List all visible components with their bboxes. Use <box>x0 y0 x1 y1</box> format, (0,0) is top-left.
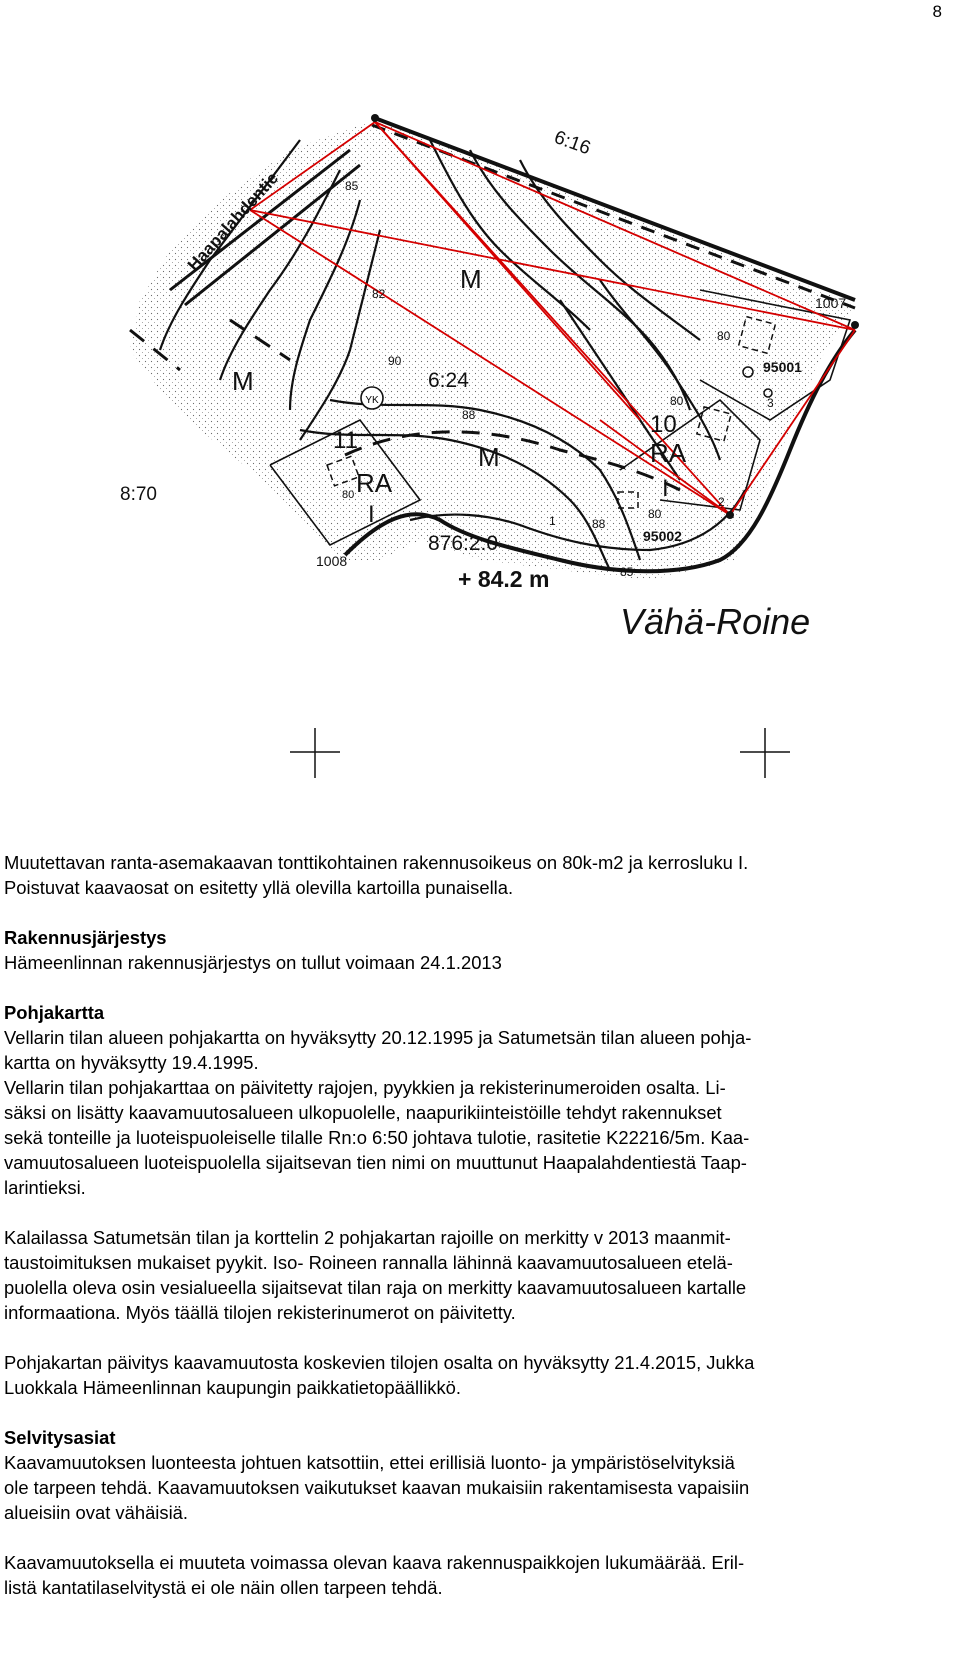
zone-label-m3: M <box>478 442 500 472</box>
register-95002: 95002 <box>643 528 682 544</box>
contour-88: 88 <box>462 408 476 422</box>
zone-label-ra-left: RA <box>356 468 393 498</box>
contour-90: 90 <box>388 354 402 368</box>
para-6-line-1: Kaavamuutoksen luonteesta johtuen katsottiin, ettei erillisiä luonto- ja ympäristöselvityksiä <box>4 1452 735 1473</box>
heading-rakennusjarjestys: Rakennusjärjestys <box>4 927 167 948</box>
para-4-line-3: puolella oleva osin vesialueella sijaitsevat tilan raja on merkitty kaavamuutosalueen kartalle <box>4 1277 747 1298</box>
contour-85a: 85 <box>345 179 359 193</box>
contour-88b: 88 <box>592 517 606 531</box>
contour-80c: 80 <box>342 489 355 501</box>
para-3-line-6: vamuutosalueen luoteispuolella sijaitsevan tien nimi on muuttunut Haapalahdentiestä Taap- <box>4 1152 747 1173</box>
contour-82: 82 <box>372 287 386 301</box>
zone-label-m2: M <box>232 366 254 396</box>
register-95001: 95001 <box>763 359 802 375</box>
para-3-line-7: larintieksi. <box>4 1177 86 1198</box>
para-3-line-3: Vellarin tilan pohjakarttaa on päivitetty rajojen, pyykkien ja rekisterinumeroiden osalta. Li- <box>4 1077 726 1098</box>
water-level-label: + 84.2 m <box>458 566 550 592</box>
parcel-left-label: 8:70 <box>120 484 157 505</box>
grid-crosses <box>290 728 790 778</box>
parcel-top-label: 6:16 <box>551 126 594 160</box>
lake-label: Vähä-Roine <box>620 601 811 642</box>
para-4-line-2: taustoimituksen mukaiset pyykit. Iso- Roineen rannalla lähinnä kaavamuutosalueen etelä- <box>4 1252 733 1273</box>
para-3-line-4: säksi on lisätty kaavamuutosalueen ulkopuolelle, naapurikiinteistöille tehdyt rakennukset <box>4 1102 722 1123</box>
register-1008: 1008 <box>316 553 348 569</box>
point-3: 3 <box>767 396 774 410</box>
para-1-line-1: Muutettavan ranta-asemakaavan tonttikohtainen rakennusoikeus on 80k-m2 ja kerrosluku I. <box>4 852 749 873</box>
parcel-mid-label: 6:24 <box>428 369 469 392</box>
parcel-bottom-label: 876:2:0 <box>428 532 499 555</box>
para-6-line-2: ole tarpeen tehdä. Kaavamuutoksen vaikutukset kaavan mukaisiin rakentamisesta vapaisiin <box>4 1477 750 1498</box>
para-4-line-4: informaationa. Myös täällä tilojen rekisterinumerot on päivitetty. <box>4 1302 516 1323</box>
contour-80d: 80 <box>648 507 662 521</box>
para-7-line-2: listä kantatilaselvitystä ei ole näin ollen tarpeen tehdä. <box>4 1577 443 1598</box>
para-3-line-1: Vellarin tilan alueen pohjakartta on hyväksytty 20.12.1995 ja Satumetsän tilan alueen pohja- <box>4 1027 752 1048</box>
para-5-line-2: Luokkala Hämeenlinnan kaupungin paikkatietopäällikkö. <box>4 1377 462 1398</box>
block-label-10: 10 <box>650 411 677 438</box>
register-1007: 1007 <box>815 295 847 311</box>
page-number: 8 <box>932 2 942 21</box>
yk-label: YK <box>365 395 379 406</box>
contour-80b: 80 <box>670 394 684 408</box>
road-label: Haapalahdentie <box>183 168 283 275</box>
para-5-line-1: Pohjakartan päivitys kaavamuutosta koskevien tilojen osalta on hyväksytty 21.4.2015, Jukka <box>4 1352 755 1373</box>
para-1-line-2: Poistuvat kaavaosat on esitetty yllä olevilla kartoilla punaisella. <box>4 877 514 898</box>
para-6-line-3: alueisiin ovat vähäisiä. <box>4 1502 189 1523</box>
contour-80a: 80 <box>717 329 731 343</box>
document-text <box>4 850 944 1600</box>
zone-label-ra-right: RA <box>650 438 687 468</box>
contour-85b: 85 <box>620 565 634 579</box>
para-3-line-5: sekä tonteille ja luoteispuoleiselle tilalle Rn:o 6:50 johtava tulotie, rasitetie K22216/5m. Kaa- <box>4 1127 750 1148</box>
zone-label-m1: M <box>460 264 482 294</box>
point-2: 2 <box>718 495 725 509</box>
heading-selvitysasiat: Selvitysasiat <box>4 1427 116 1448</box>
floor-label-right: I <box>662 475 669 502</box>
para-3-line-2: kartta on hyväksytty 19.4.1995. <box>4 1052 259 1073</box>
heading-pohjakartta: Pohjakartta <box>4 1002 105 1023</box>
block-label-11: 11 <box>333 427 358 454</box>
floor-label-left: I <box>368 501 375 528</box>
para-2-line-1: Hämeenlinnan rakennusjärjestys on tullut voimaan 24.1.2013 <box>4 952 502 973</box>
para-7-line-1: Kaavamuutoksella ei muuteta voimassa olevan kaava rakennuspaikkojen lukumäärää. Eril- <box>4 1552 745 1573</box>
point-1: 1 <box>549 514 556 528</box>
para-4-line-1: Kalailassa Satumetsän tilan ja korttelin 2 pohjakartan rajoille on merkitty v 2013 maanmit- <box>4 1227 731 1248</box>
